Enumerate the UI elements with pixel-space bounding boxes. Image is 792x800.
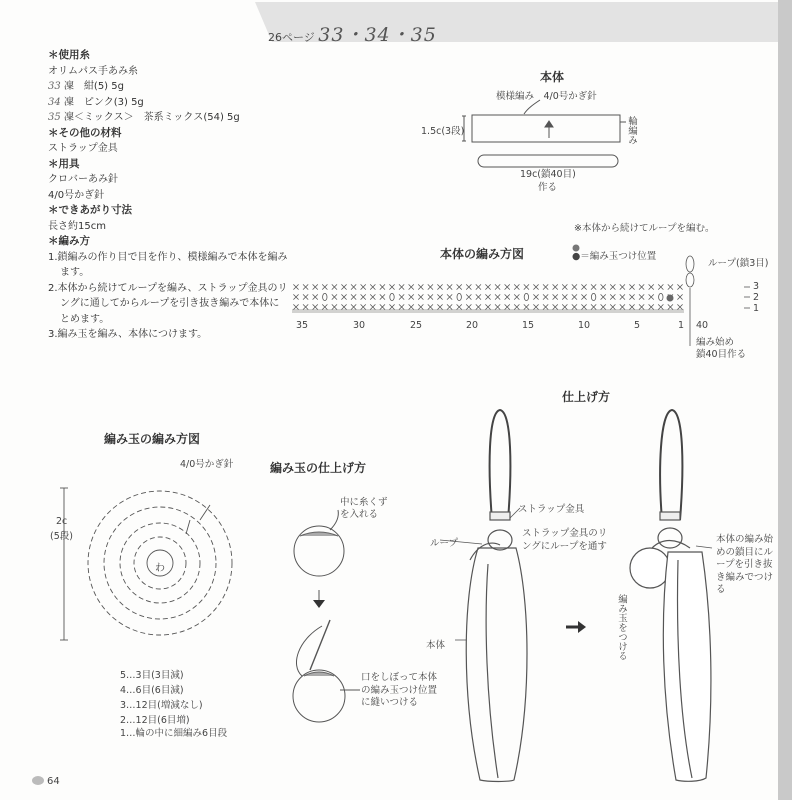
single-crochet-mark (649, 304, 654, 309)
single-crochet-mark (514, 284, 519, 289)
single-crochet-mark (485, 294, 490, 299)
single-crochet-mark (543, 294, 548, 299)
single-crochet-mark (399, 304, 404, 309)
knit-start-label: 編み始め (696, 337, 735, 348)
single-crochet-mark (649, 294, 654, 299)
page-number-text: 64 (47, 776, 60, 787)
single-crochet-mark (380, 284, 385, 289)
strap-drawing-1 (440, 410, 527, 782)
single-crochet-mark (437, 304, 442, 309)
ball-legend-line: 3…12目(増減なし) (120, 700, 203, 711)
single-crochet-mark (649, 284, 654, 289)
single-crochet-mark (303, 304, 308, 309)
single-crochet-mark (457, 304, 462, 309)
single-crochet-mark (418, 294, 423, 299)
body-height-label: 1.5c(3段) (421, 126, 465, 137)
single-crochet-mark (620, 294, 625, 299)
single-crochet-mark (629, 294, 634, 299)
single-crochet-mark (572, 304, 577, 309)
chain-stitch-mark (659, 293, 663, 300)
single-crochet-mark (495, 284, 500, 289)
body-pattern-label: 模様編み 4/0号かぎ針 (496, 91, 597, 102)
single-crochet-mark (514, 304, 519, 309)
single-crochet-mark (677, 294, 682, 299)
single-crochet-mark (629, 304, 634, 309)
single-crochet-mark (562, 304, 567, 309)
single-crochet-mark (505, 304, 510, 309)
loop-label: ループ (430, 538, 459, 549)
size-text: 長さ約15cm (48, 220, 106, 232)
single-crochet-mark (620, 284, 625, 289)
single-crochet-mark (466, 294, 471, 299)
ball-close-label: 口をしぼって本体の編み玉つけ位置に縫いつける (361, 672, 438, 708)
method-step: 3.編み玉を編み、本体につけます。 (48, 329, 208, 340)
single-crochet-mark (293, 284, 298, 289)
single-crochet-mark (293, 294, 298, 299)
single-crochet-mark (409, 284, 414, 289)
yarn-no: 33 (48, 81, 61, 92)
stitch-number: 35 (296, 320, 309, 331)
single-crochet-mark (601, 284, 606, 289)
single-crochet-mark (514, 294, 519, 299)
single-crochet-mark (341, 304, 346, 309)
knit-chart-drawing (292, 245, 750, 347)
single-crochet-mark (485, 304, 490, 309)
finishing-title: 仕上げ方 (562, 390, 611, 404)
single-crochet-mark (476, 294, 481, 299)
single-crochet-mark (351, 294, 356, 299)
single-crochet-mark (591, 304, 596, 309)
single-crochet-mark (370, 294, 375, 299)
ball-chart-drawing (60, 488, 232, 640)
method-step: 2.本体から続けてループを編み、ストラップ金具のリングに通してからループを引き抜き編みで本体にとめます。 (48, 282, 288, 325)
single-crochet-mark (668, 284, 673, 289)
single-crochet-mark (428, 304, 433, 309)
tools-line: 4/0号かぎ針 (48, 189, 105, 201)
stitch-number: 15 (522, 320, 535, 331)
ball-legend-line: 5…3目(3目減) (120, 670, 184, 681)
ball-size-label: 2c (56, 516, 68, 527)
single-crochet-mark (303, 294, 308, 299)
single-crochet-mark (658, 304, 663, 309)
single-crochet-mark (581, 284, 586, 289)
single-crochet-mark (677, 284, 682, 289)
ball-legend-line: 4…6目(6目減) (120, 685, 184, 696)
single-crochet-mark (553, 304, 558, 309)
single-crochet-mark (553, 294, 558, 299)
chain-stitch-mark (323, 293, 327, 300)
yarn-title: ＊使用糸 (48, 49, 90, 61)
single-crochet-mark (332, 294, 337, 299)
single-crochet-mark (313, 284, 318, 289)
single-crochet-mark (303, 284, 308, 289)
ball-finish-title: 編み玉の仕上げ方 (270, 461, 367, 475)
ball-center-label: わ (155, 563, 165, 574)
row-number: 1 (753, 303, 760, 314)
body-chain-sub: 作る (538, 182, 558, 193)
single-crochet-mark (658, 284, 663, 289)
knit-start-sub: 鎖40目作る (696, 349, 747, 360)
single-crochet-mark (389, 304, 394, 309)
single-crochet-mark (380, 304, 385, 309)
strap-drawing-2 (630, 410, 712, 781)
single-crochet-mark (524, 284, 529, 289)
single-crochet-mark (447, 294, 452, 299)
single-crochet-mark (677, 304, 682, 309)
single-crochet-mark (466, 284, 471, 289)
single-crochet-mark (639, 284, 644, 289)
other-materials-title: ＊その他の材料 (48, 126, 122, 139)
header-numbers: 33・34・35 (318, 24, 437, 46)
single-crochet-mark (332, 304, 337, 309)
ball-stuff-label: 中に糸くずを入れる (340, 497, 388, 520)
single-crochet-mark (572, 294, 577, 299)
tools-title: ＊用具 (48, 157, 80, 170)
single-crochet-mark (524, 304, 529, 309)
arrow-icon (566, 621, 586, 633)
stitch-number: 25 (410, 320, 423, 331)
single-crochet-mark (533, 294, 538, 299)
stitch-number: 5 (634, 320, 641, 331)
single-crochet-mark (533, 304, 538, 309)
single-crochet-mark (505, 284, 510, 289)
ball-position-dot-icon (667, 295, 674, 302)
method-step: 1.鎖編みの作り目で目を作り、模様編みで本体を編みます。 (48, 251, 288, 278)
knit-chart-stitches (293, 284, 682, 309)
strap-label: ストラップ金具 (518, 504, 585, 515)
ball-chart-hook: 4/0号かぎ針 (180, 459, 234, 470)
yarn-text: 凜 紺(5) 5g (63, 81, 124, 92)
single-crochet-mark (543, 304, 548, 309)
single-crochet-mark (322, 304, 327, 309)
single-crochet-mark (620, 304, 625, 309)
yarn-no: 35 (48, 112, 61, 123)
single-crochet-mark (418, 304, 423, 309)
legend-dot-icon (573, 245, 580, 252)
single-crochet-mark (361, 304, 366, 309)
row-number: 3 (753, 281, 760, 292)
chain-stitch-mark (524, 293, 528, 300)
single-crochet-mark (370, 284, 375, 289)
single-crochet-mark (476, 304, 481, 309)
method-title: ＊編み方 (48, 235, 90, 247)
single-crochet-mark (495, 304, 500, 309)
single-crochet-mark (428, 284, 433, 289)
single-crochet-mark (466, 304, 471, 309)
ball-finish-drawing (293, 510, 360, 722)
yarn-no: 34 (48, 96, 61, 108)
single-crochet-mark (370, 304, 375, 309)
single-crochet-mark (389, 284, 394, 289)
other-materials-text: ストラップ金具 (48, 143, 118, 154)
ball-attach-label: 編み玉をつける (616, 594, 627, 661)
single-crochet-mark (399, 284, 404, 289)
ball-chart-title: 編み玉の編み方図 (104, 432, 201, 446)
single-crochet-mark (610, 304, 615, 309)
single-crochet-mark (341, 294, 346, 299)
single-crochet-mark (457, 284, 462, 289)
size-title: ＊できあがり寸法 (48, 204, 132, 216)
yarn-text: 凜＜ミックス＞ 茶系ミックス(54) 5g (63, 112, 240, 123)
chain-stitch-mark (591, 293, 595, 300)
single-crochet-mark (581, 294, 586, 299)
body-diagram-drawing (462, 100, 626, 167)
single-crochet-mark (361, 294, 366, 299)
single-crochet-mark (562, 284, 567, 289)
yarn-brand: オリムパス手あみ糸 (48, 65, 138, 77)
row-number: 2 (753, 292, 760, 303)
single-crochet-mark (562, 294, 567, 299)
single-crochet-mark (399, 294, 404, 299)
ball-legend-line: 2…12目(6目増) (120, 715, 190, 726)
ball-size-sub: (5段) (50, 531, 73, 542)
single-crochet-mark (485, 284, 490, 289)
single-crochet-mark (361, 284, 366, 289)
stitch-number: 30 (353, 320, 366, 331)
stitch-number: 10 (578, 320, 591, 331)
single-crochet-mark (447, 304, 452, 309)
single-crochet-mark (437, 294, 442, 299)
single-crochet-mark (428, 294, 433, 299)
pull-label: 本体の編み始めの鎖目にループを引き抜き編みでつける (716, 534, 774, 595)
body-note: ※本体から続けてループを編む。 (574, 223, 715, 234)
body-chain-label: 19c(鎖40目) (520, 169, 576, 180)
stitch-number: 40 (696, 320, 709, 331)
single-crochet-mark (341, 284, 346, 289)
single-crochet-mark (629, 284, 634, 289)
single-crochet-mark (476, 284, 481, 289)
knit-chart-title: 本体の編み方図 (440, 247, 525, 261)
single-crochet-mark (610, 294, 615, 299)
single-crochet-mark (332, 284, 337, 289)
yarn-text: 凜 ピンク(3) 5g (63, 96, 144, 108)
single-crochet-mark (591, 284, 596, 289)
body-side-label: 輪編み (626, 116, 637, 145)
tools-line: クロバーあみ針 (48, 174, 118, 185)
single-crochet-mark (581, 304, 586, 309)
single-crochet-mark (380, 294, 385, 299)
single-crochet-mark (601, 304, 606, 309)
single-crochet-mark (322, 284, 327, 289)
single-crochet-mark (601, 294, 606, 299)
single-crochet-mark (639, 304, 644, 309)
body-label: 本体 (426, 640, 446, 651)
single-crochet-mark (293, 304, 298, 309)
single-crochet-mark (409, 294, 414, 299)
single-crochet-mark (505, 294, 510, 299)
ring-label: ストラップ金具のリングにループを通す (522, 528, 608, 552)
single-crochet-mark (533, 284, 538, 289)
ball-legend-line: 1…輪の中に細編み6目段 (120, 728, 228, 739)
single-crochet-mark (351, 284, 356, 289)
single-crochet-mark (553, 284, 558, 289)
knit-chart-legend: ●＝編み玉つけ位置 (572, 251, 657, 262)
single-crochet-mark (668, 304, 673, 309)
chain-stitch-mark (390, 293, 394, 300)
single-crochet-mark (495, 294, 500, 299)
stitch-number: 20 (466, 320, 479, 331)
single-crochet-mark (351, 304, 356, 309)
header-page-ref: 26ページ (268, 31, 315, 44)
chain-stitch-mark (457, 293, 461, 300)
stitch-number: 1 (678, 320, 685, 331)
single-crochet-mark (313, 294, 318, 299)
single-crochet-mark (543, 284, 548, 289)
single-crochet-mark (610, 284, 615, 289)
single-crochet-mark (639, 294, 644, 299)
knit-chart-loop-label: ループ(鎖3目) (708, 258, 769, 269)
single-crochet-mark (437, 284, 442, 289)
single-crochet-mark (313, 304, 318, 309)
body-diagram-title: 本体 (540, 70, 565, 84)
single-crochet-mark (447, 284, 452, 289)
single-crochet-mark (572, 284, 577, 289)
single-crochet-mark (409, 304, 414, 309)
single-crochet-mark (418, 284, 423, 289)
